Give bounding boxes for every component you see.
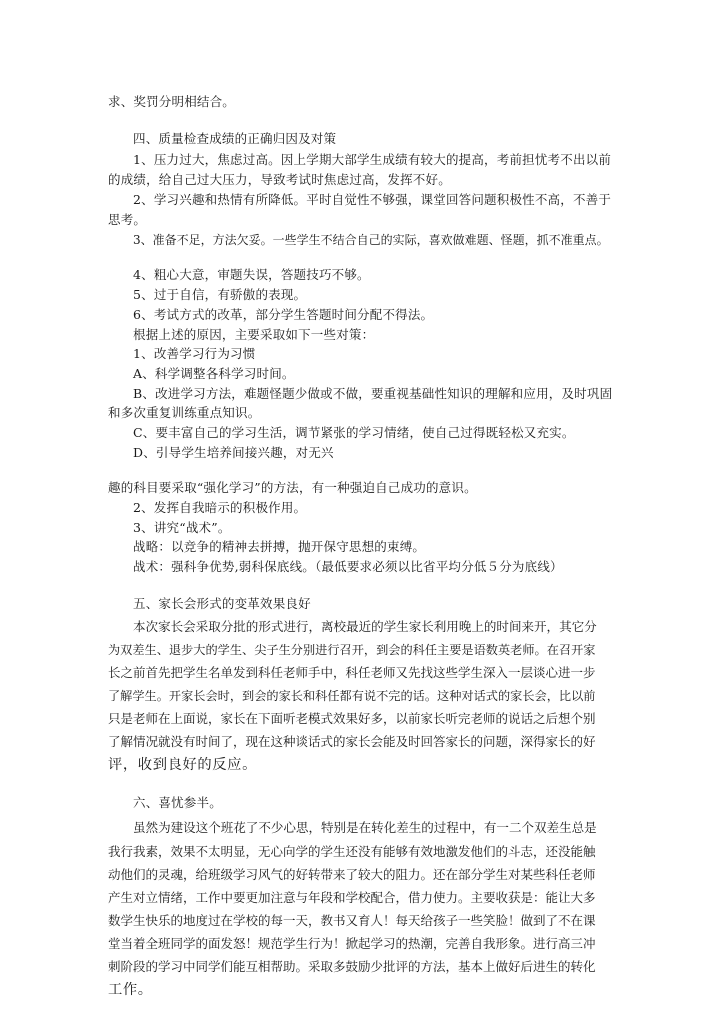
text-line: 1、压力过大，焦虑过高。因上学期大部学生成绩有较大的提高，考前担忧考不出以前 — [133, 152, 612, 167]
text-line: D、引导学生培养间接兴趣，对无兴 — [133, 445, 334, 460]
section-heading-5: 五、家长会形式的变革效果良好 — [133, 596, 311, 611]
text-line: 我行我素，效果不太明显，无心向学的学生还没有能够有效地激发他们的斗志，还没能触 — [108, 844, 596, 859]
text-line: 产生对立情绪，工作中要更加注意与年段和学校配合，借力使力。主要收获是：能让大多 — [108, 890, 596, 905]
text-line: 思考。 — [108, 212, 147, 227]
text-line: 动他们的灵魂，给班级学习风气的好转带来了较大的阻力。还在部分学生对某些科任老师 — [108, 867, 596, 882]
text-line: 4、粗心大意，审题失误，答题技巧不够。 — [133, 267, 370, 282]
text-line: 工作。 — [108, 982, 153, 998]
text-line: 5、过于自信，有骄傲的表现。 — [133, 287, 307, 302]
text-line: 为双差生、退步大的学生、尖子生分别进行召开，到会的科任主要是语数英老师。在召开家 — [108, 643, 596, 657]
text-line: 6、考试方式的改革，部分学生答题时间分配不得法。 — [133, 307, 434, 322]
text-line: 刺阶段的学习中同学们能互相帮助。采取多鼓励少批评的方法，基本上做好后进生的转化 — [108, 959, 596, 974]
text-line: 3、准备不足，方法欠妥。一些学生不结合自己的实际，喜欢做难题、怪题，抓不准重点。 — [133, 233, 609, 247]
text-line: 趣的科目要采取“强化学习”的方法，有一种强迫自己成功的意识。 — [108, 480, 477, 495]
text-line: 战略：以竞争的精神去拼搏，抛开保守思想的束缚。 — [133, 539, 426, 554]
text-line: 求、奖罚分明相结合。 — [108, 94, 236, 109]
text-line: 长之前首先把学生名单发到科任老师手中，科任老师又先找这些学生深入一层谈心进一步 — [108, 665, 596, 680]
text-line: 2、学习兴趣和热情有所降低。平时自觉性不够强，课堂回答问题积极性不高，不善于 — [133, 192, 612, 207]
text-line: 1、改善学习行为习惯 — [133, 346, 256, 361]
text-line: B、改进学习方法，难题怪题少做或不做，要重视基础性知识的理解和应用，及时巩固 — [133, 386, 613, 401]
text-line: 2、发挥自我暗示的积极作用。 — [133, 500, 307, 515]
section-heading-6: 六、喜忧参半。 — [133, 795, 222, 810]
text-line: 数学生快乐的地度过在学校的每一天，教书又育人！每天给孩子一些笑脸！做到了不在课 — [108, 913, 596, 928]
text-line: 了解学生。开家长会时，到会的家长和科任都有说不完的话。这种对话式的家长会，比以前 — [108, 689, 596, 703]
text-line: 堂当着全班同学的面发怒！规范学生行为！掀起学习的热潮，完善自我形象。进行高三冲 — [108, 936, 596, 951]
text-line: 和多次重复训练重点知识。 — [108, 405, 261, 420]
text-line: 评，收到良好的反应。 — [108, 757, 257, 773]
text-line: 根据上述的原因，主要采取如下一些对策： — [133, 327, 375, 342]
section-heading-4: 四、质量检查成绩的正确归因及对策 — [133, 131, 337, 146]
text-line: 战术：强科争优势,弱科保底线。（最低要求必须以比省平均分低５分为底线） — [133, 559, 563, 574]
text-line: 虽然为建设这个班花了不少心思，特别是在转化差生的过程中，有一二个双差生总是 — [133, 820, 597, 835]
text-line: C、要丰富自己的学习生活，调节紧张的学习情绪，使自己过得既轻松又充实。 — [133, 425, 575, 440]
text-line: 3、讲究“战术”。 — [133, 520, 231, 535]
text-line: 本次家长会采取分批的形式进行，离校最近的学生家长利用晚上的时间来开，其它分 — [133, 619, 597, 634]
text-line: A、科学调整各科学习时间。 — [133, 366, 295, 381]
text-line: 只是老师在上面说，家长在下面听老模式效果好多，以前家长听完老师的说话之后想个别 — [108, 711, 596, 726]
text-line: 了解情况就没有时间了，现在这种谈话式的家长会能及时回答家长的问题，深得家长的好 — [108, 734, 596, 749]
text-line: 的成绩，给自己过大压力，导致考试时焦虑过高，发挥不好。 — [108, 172, 451, 187]
